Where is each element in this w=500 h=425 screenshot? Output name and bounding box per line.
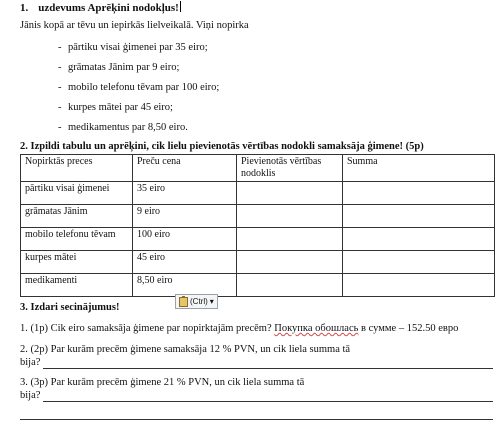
table-cell[interactable] [237,228,343,251]
table-cell[interactable] [237,251,343,274]
task-intro: Jānis kopā ar tēvu un iepirkās lielveikalā. Viņi nopirka [20,20,249,31]
table-cell[interactable]: pārtiku visai ģimenei [21,182,133,205]
table-cell[interactable]: kurpes mātei [21,251,133,274]
section-2-heading: 2. Izpildi tabulu un aprēķini, cik lielu pievienotās vērtības nodokli samaksāja ģimene! (5p) [20,141,424,152]
table-cell[interactable] [237,274,343,297]
table-cell[interactable]: 100 eiro [133,228,237,251]
table-cell[interactable] [343,274,495,297]
task-title [20,1,181,14]
paste-options-button[interactable] [175,294,218,309]
table-cell[interactable] [343,251,495,274]
list-item: - pārtiku visai ģimenei par 35 eiro; [58,42,208,53]
question-3: 3. (3p) Par kurām precēm ģimene 21 % PVN, un cik liela summa tā [20,377,305,388]
table-cell[interactable]: grāmatas Jānim [21,205,133,228]
answer-line[interactable] [20,419,493,420]
table-cell[interactable] [237,182,343,205]
table-cell[interactable]: 35 eiro [133,182,237,205]
text-cursor [180,1,181,12]
task-number: 1. [20,2,29,14]
bullet-dash-icon: - [58,122,62,133]
column-header: Summa [343,155,495,182]
table-cell[interactable] [237,205,343,228]
table-cell[interactable]: 45 eiro [133,251,237,274]
table-row [21,274,495,297]
tax-table [20,154,495,297]
bullet-dash-icon: - [58,82,62,93]
question-3-answer-label: bija? [20,390,41,401]
task-title-text: uzdevums Aprēķini nodokļus! [38,2,179,14]
table-cell[interactable] [343,228,495,251]
list-item: - grāmatas Jānim par 9 eiro; [58,62,180,73]
section-3-heading: 3. Izdari secinājumus! [20,302,120,313]
table-row [21,205,495,228]
bullet-dash-icon: - [58,42,62,53]
bullet-dash-icon: - [58,102,62,113]
bullet-dash-icon: - [58,62,62,73]
table-row [21,228,495,251]
question-2: 2. (2p) Par kurām precēm ģimene samaksāja 12 % PVN, un cik liela summa tā [20,344,351,355]
column-header: Preču cena [133,155,237,182]
table-cell[interactable]: 9 eiro [133,205,237,228]
table-cell[interactable]: mobilo telefonu tēvam [21,228,133,251]
table-row [21,251,495,274]
answer-highlight: Покупка обошлась [274,323,359,334]
paste-options-label: (Ctrl) [190,297,208,306]
table-cell[interactable] [343,182,495,205]
question-1: 1. (1p) Cik eiro samaksāja ģimene par nopirktajām precēm? Покупка обошлась в сумме – 152.50 евро [20,323,459,334]
clipboard-icon [179,297,188,307]
chevron-down-icon: ▾ [209,297,214,306]
column-header: Pievienotās vērtības nodoklis [237,155,343,182]
table-cell[interactable] [343,205,495,228]
list-item: - kurpes mātei par 45 eiro; [58,102,173,113]
table-header-row [21,155,495,182]
question-2-answer-label: bija? [20,357,41,368]
answer-line[interactable] [43,401,493,402]
answer-line[interactable] [43,368,493,369]
table-row [21,182,495,205]
table-cell[interactable]: 8,50 eiro [133,274,237,297]
column-header: Nopirktās preces [21,155,133,182]
list-item: - mobilo telefonu tēvam par 100 eiro; [58,82,220,93]
list-item: - medikamentus par 8,50 eiro. [58,122,188,133]
table-cell[interactable]: medikamenti [21,274,133,297]
